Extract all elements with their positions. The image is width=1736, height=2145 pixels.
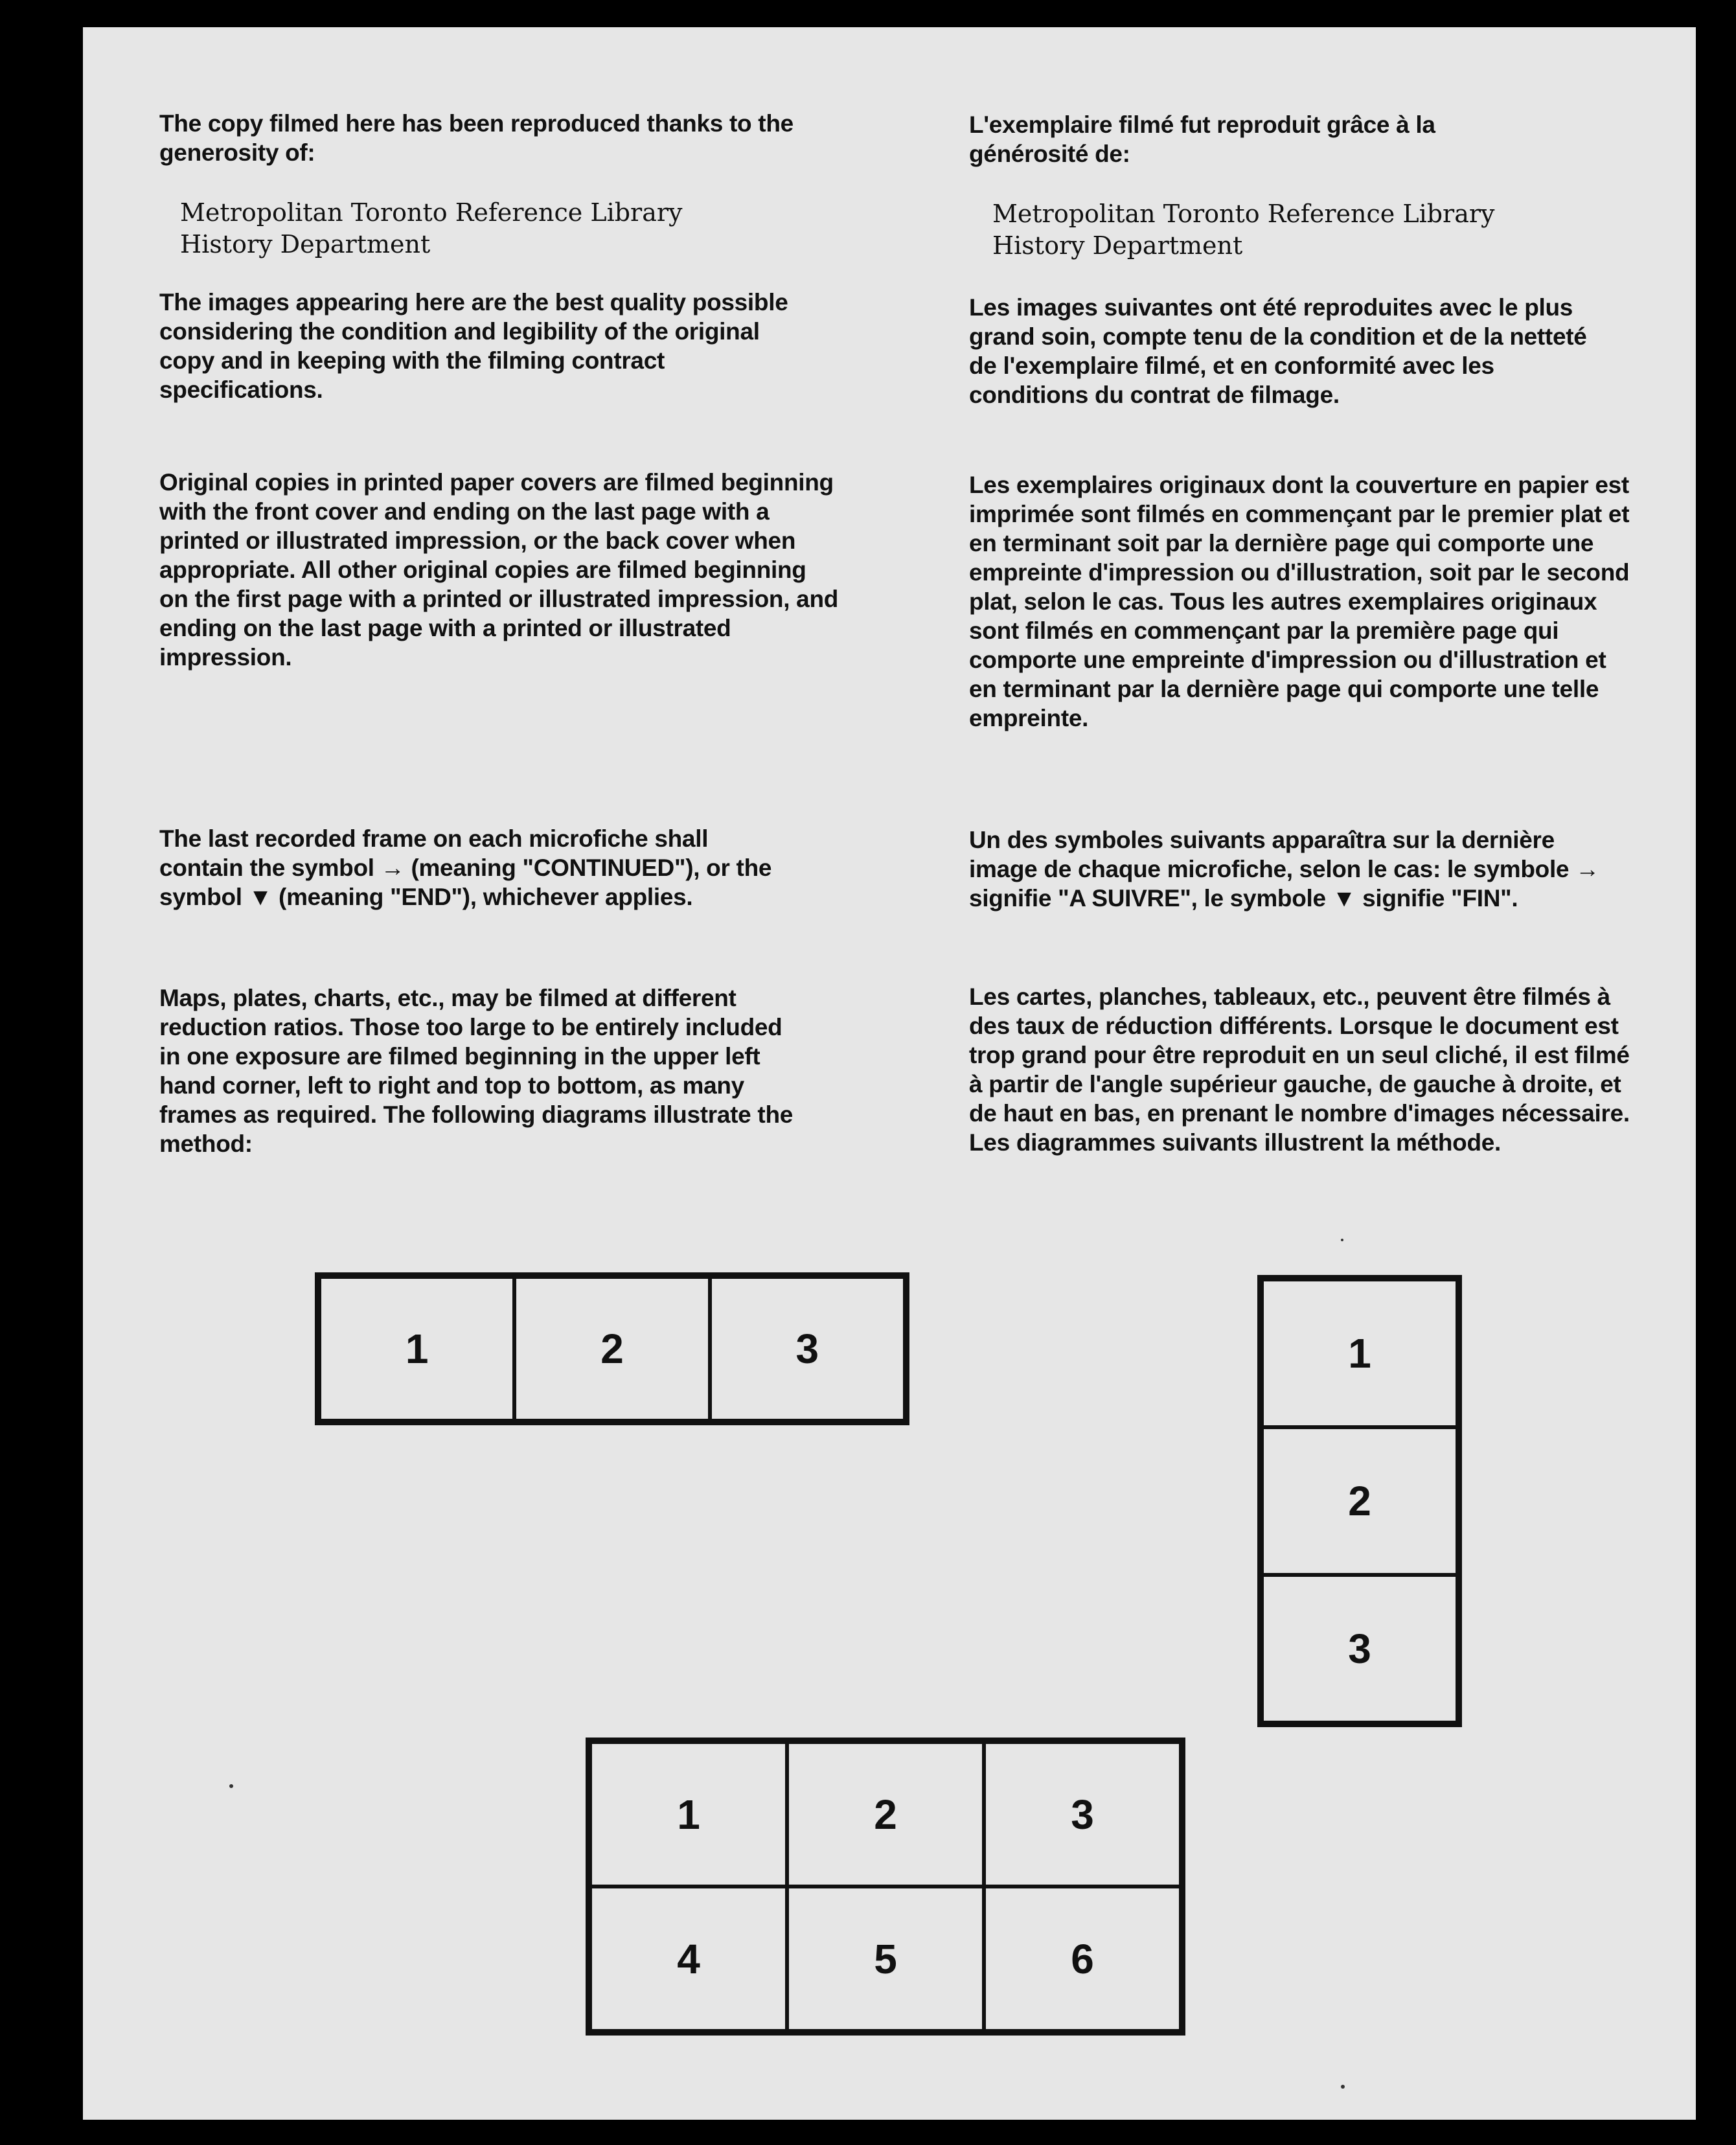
frame-cell: 5 [787, 1887, 984, 2031]
frame-cell: 4 [590, 1887, 787, 2031]
frame-cell: 3 [1262, 1575, 1457, 1723]
dust-speck [1341, 1239, 1343, 1241]
library-line1-en: Metropolitan Toronto Reference Library [180, 198, 683, 227]
diagram-column-three [1257, 1275, 1462, 1727]
symbols-part3-en: (meaning "END"), whichever applies. [279, 884, 693, 910]
frame-cell: 2 [1262, 1427, 1457, 1575]
library-line1-fr: Metropolitan Toronto Reference Library [992, 200, 1495, 228]
thanks-text-fr: L'exemplaire filmé fut reproduit grâce à la générosité de: [969, 111, 1435, 167]
triangle-down-icon: ▼ [1332, 885, 1356, 912]
maps-text-fr: Les cartes, planches, tableaux, etc., peuvent être filmés à des taux de réduction différents. Lorsque le document est trop grand pour être reproduit en un seul cliché, il est filmé à partir de l'angle supérieur gauche, de gauche à droite, et de haut en bas, en prenant le nombre d'images nécessaire. Les diagrammes suivants illustrent la méthode. [969, 983, 1630, 1156]
symbols-text-en [159, 824, 781, 912]
diagram-row-three [315, 1272, 909, 1425]
library-line2-fr: History Department [992, 231, 1243, 260]
frame-cell: 3 [710, 1277, 905, 1421]
arrow-right-icon: → [380, 855, 405, 881]
symbols-text-fr [969, 825, 1617, 913]
library-name-fr [992, 198, 1495, 262]
dust-speck [1341, 2085, 1345, 2089]
symbols-part3-fr: signifie "FIN". [1362, 885, 1518, 912]
library-line2-en: History Department [180, 230, 431, 258]
frame-cell: 6 [984, 1887, 1181, 2031]
symbols-part1-fr: Un des symboles suivants apparaîtra sur la dernière image de chaque microfiche, selon le cas: le symbole [969, 827, 1570, 882]
frame-cell: 1 [319, 1277, 514, 1421]
arrow-right-icon: → [1575, 856, 1599, 882]
library-name-en [180, 197, 683, 260]
frame-cell: 1 [590, 1742, 787, 1887]
frame-cell: 2 [514, 1277, 709, 1421]
covers-text-en: Original copies in printed paper covers are filmed beginning with the front cover and ending on the last page with a printed or illustrated impression, or the back cover when appropriate. All other original copies are filmed beginning on the first page with a printed or illustrated impression, and ending on the last page with a printed or illustrated impression. [159, 469, 839, 671]
dust-speck [229, 1784, 233, 1788]
symbols-part2-en: (meaning "CONTINUED"), or the symbol [159, 855, 772, 910]
quality-text-fr: Les images suivantes ont été reproduites avec le plus grand soin, compte tenu de la condition et de la netteté de l'exemplaire filmé, et en conformité avec les conditions du contrat de filmage. [969, 294, 1587, 408]
frame-cell: 3 [984, 1742, 1181, 1887]
diagram-grid-six [586, 1738, 1185, 2036]
thanks-text-en: The copy filmed here has been reproduced thanks to the generosity of: [159, 110, 794, 166]
maps-text-en: Maps, plates, charts, etc., may be filmed at different reduction ratios. Those too large to be entirely included in one exposure are filmed beginning in the upper left hand corner, left to right and top to bottom, as many frames as required. The following diagrams illustrate the method: [159, 985, 794, 1157]
frame-cell: 2 [787, 1742, 984, 1887]
symbols-part2-fr: signifie "A SUIVRE", le symbole [969, 885, 1326, 912]
microfiche-target-sheet [83, 27, 1696, 2120]
frame-cell: 1 [1262, 1279, 1457, 1427]
symbols-part1-en: The last recorded frame on each microfiche shall contain the symbol [159, 825, 709, 881]
quality-text-en: The images appearing here are the best quality possible considering the condition and legibility of the original copy and in keeping with the filming contract specifications. [159, 289, 788, 403]
covers-text-fr: Les exemplaires originaux dont la couverture en papier est imprimée sont filmés en commençant par le premier plat et en terminant soit par la dernière page qui comporte une empreinte d'impression ou d'illustration, soit par le second plat, selon le cas. Tous les autres exemplaires originaux sont filmés en commençant par la première page qui comporte une empreinte d'impression ou d'illustration et en terminant par la dernière page qui comporte une telle empreinte. [969, 472, 1630, 731]
triangle-down-icon: ▼ [248, 884, 273, 910]
